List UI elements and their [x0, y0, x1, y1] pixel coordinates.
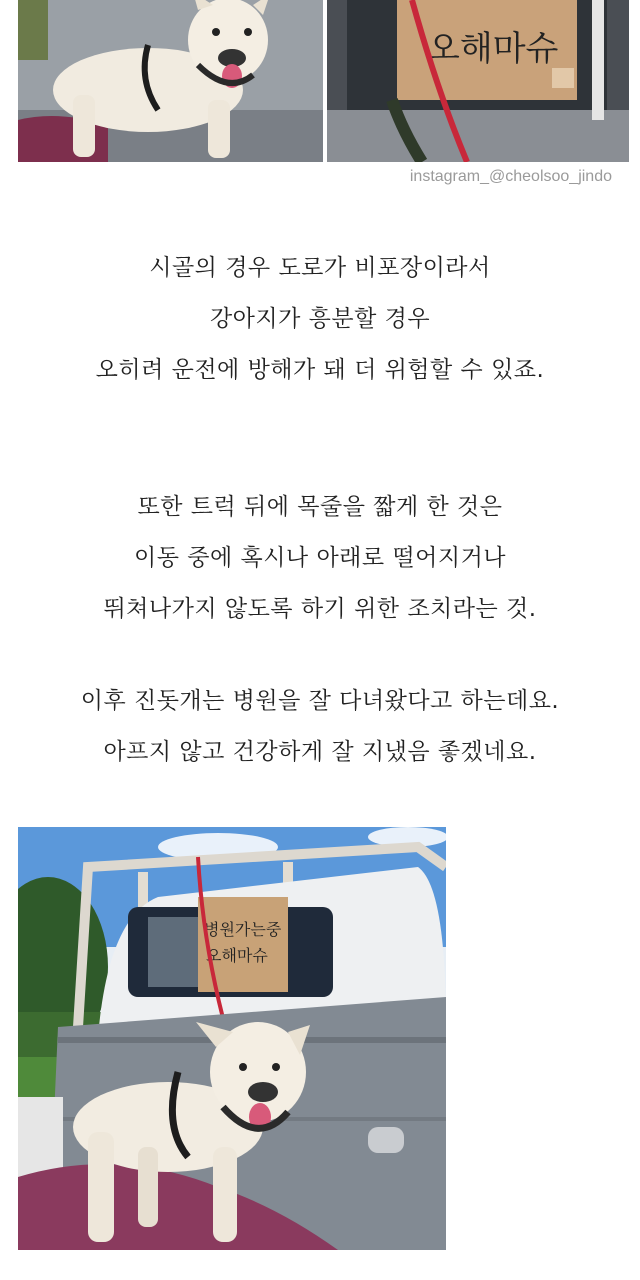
- photo-credit: instagram_@cheolsoo_jindo: [409, 168, 612, 185]
- text-line: 아프지 않고 건강하게 잘 지냈음 좋겠네요.: [103, 739, 537, 765]
- text-line: 시골의 경우 도로가 비포장이라서: [149, 255, 491, 281]
- top-sign-text: 오해마슈: [427, 29, 559, 69]
- paragraph-2: [0, 482, 640, 635]
- text-line: 강아지가 흥분할 경우: [209, 306, 431, 332]
- bottom-sign-line2: 오해마슈: [206, 946, 268, 965]
- paragraph-1: [0, 243, 640, 396]
- sign-photo-right: [327, 0, 629, 162]
- text-line: 뛰쳐나가지 않도록 하기 위한 조치라는 것.: [103, 596, 537, 622]
- bottom-sign-line1: 병원가는중: [204, 920, 282, 939]
- text-line: 오히려 운전에 방해가 돼 더 위험할 수 있죠.: [95, 357, 545, 383]
- text-line: 이후 진돗개는 병원을 잘 다녀왔다고 하는데요.: [80, 688, 560, 714]
- text-line: 또한 트럭 뒤에 목줄을 짧게 한 것은: [137, 494, 503, 520]
- dog-photo-left: [18, 0, 323, 162]
- paragraph-3: [0, 676, 640, 778]
- text-line: 이동 중에 혹시나 아래로 떨어지거나: [133, 545, 506, 571]
- top-photo-strip: [18, 0, 629, 162]
- dog-in-truck-photo: [18, 827, 446, 1250]
